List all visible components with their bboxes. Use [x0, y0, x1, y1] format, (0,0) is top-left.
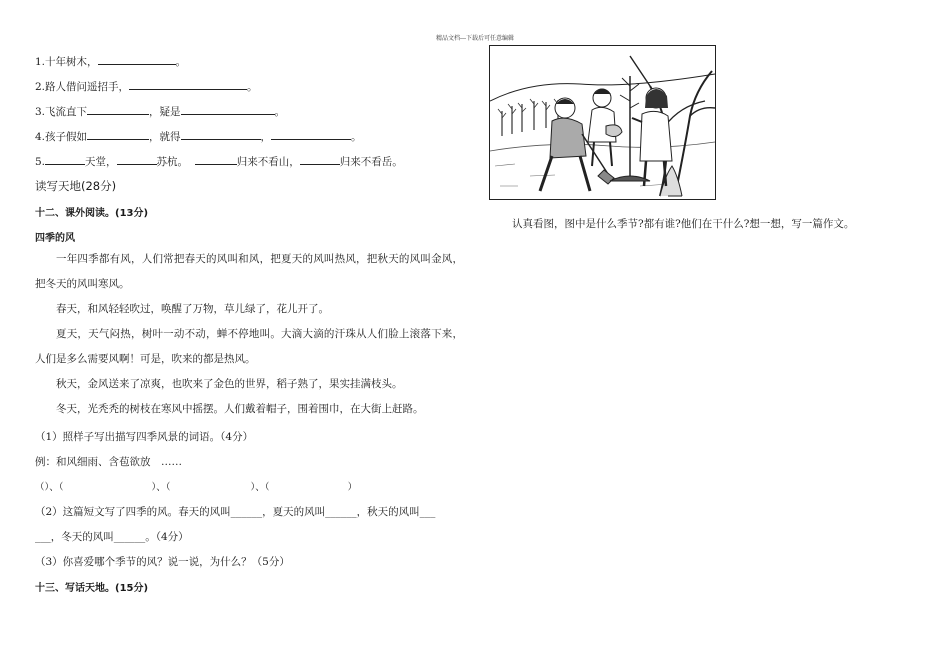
passage-paragraph-3: 夏天，天气闷热，树叶一动不动，蝉不停地叫。大滴大滴的汗珠从人们脸上滚落下来，人们是多么需要风啊！可是，吹来的都是热风。	[35, 328, 463, 365]
section-title: 读写天地(28分)	[35, 179, 117, 193]
question-2-line-1: （2）这篇短文写了四季的风。春天的风叫______，夏天的风叫______，秋天的风叫___	[35, 506, 436, 518]
blank[interactable]	[98, 54, 176, 65]
paren: ）、（	[44, 482, 64, 493]
fill-line-1	[35, 54, 186, 69]
fill-line-4-mid: ，就得	[149, 131, 181, 143]
fill-line-4-text: 4.孩子假如	[35, 131, 88, 143]
passage-paragraph-4: 秋天，金风送来了凉爽，也吹来了金色的世界，稻子熟了，果实挂满枝头。	[56, 378, 403, 390]
blank[interactable]	[117, 154, 157, 165]
question-2-line-2: ___，冬天的风叫______。（4分）	[35, 531, 189, 543]
fill-line-5-c: 苏杭。	[156, 156, 189, 168]
fill-line-3	[35, 104, 285, 119]
blank[interactable]	[181, 104, 275, 115]
q12-title: 十二、课外阅读。(13分)	[35, 208, 149, 219]
example-line: 例：和风细雨、含苞欲放 ……	[35, 456, 182, 468]
paren: ）、（	[151, 482, 171, 493]
page-header: 精品文档---下载后可任意编辑	[435, 35, 515, 42]
blank[interactable]	[271, 129, 351, 140]
fill-line-5-num: 5.	[35, 156, 46, 168]
paren: ）	[347, 482, 358, 493]
blank[interactable]	[300, 154, 340, 165]
question-1: （1）照样子写出描写四季风景的词语。（4分）	[35, 431, 254, 443]
fill-line-5-b: 天堂，	[85, 156, 117, 168]
fill-line-1-text: 1.十年树木，	[35, 56, 98, 68]
fill-line-4-comma: ，	[260, 131, 272, 143]
fill-line-1-end: 。	[175, 56, 187, 68]
illustration-svg	[490, 46, 715, 199]
fill-line-3-end: 。	[274, 106, 286, 118]
question-3: （3）你喜爱哪个季节的风？说一说，为什么？（5分）	[35, 556, 290, 568]
blank[interactable]	[45, 154, 85, 165]
paren: （	[35, 482, 45, 493]
fill-line-2-end: 。	[247, 81, 258, 93]
fill-line-4	[35, 129, 362, 144]
blank[interactable]	[87, 129, 149, 140]
passage-paragraph-5: 冬天，光秃秃的树枝在寒风中摇摆。人们戴着帽子，围着围巾，在大街上赶路。	[56, 403, 424, 415]
q1-answer-blanks	[35, 479, 357, 493]
blank[interactable]	[87, 104, 149, 115]
fill-line-5-e: 归来不看岳。	[339, 156, 403, 168]
fill-line-3-text: 3.飞流直下	[35, 106, 88, 118]
fill-line-4-end: 。	[351, 131, 362, 143]
q13-title: 十三、写话天地。(15分)	[35, 583, 149, 594]
children-planting-tree-illustration	[489, 45, 716, 200]
fill-line-2	[35, 79, 258, 94]
fill-line-2-text: 2.路人借问遥招手，	[35, 81, 130, 93]
passage-paragraph-2: 春天，和风轻轻吹过，唤醒了万物，草儿绿了，花儿开了。	[56, 303, 329, 315]
passage-title: 四季的风	[35, 233, 75, 244]
blank[interactable]	[195, 154, 237, 165]
fill-line-5-d: 归来不看山，	[236, 156, 300, 168]
fill-line-3-mid: ，疑是	[149, 106, 181, 118]
passage-paragraph-1: 一年四季都有风，人们常把春天的风叫和风，把夏天的风叫热风，把秋天的风叫金风，把冬天的风叫寒风。	[35, 253, 463, 290]
fill-line-5	[35, 154, 403, 169]
blank[interactable]	[181, 129, 261, 140]
blank[interactable]	[129, 79, 247, 90]
paren: ）、（	[250, 482, 270, 493]
picture-writing-prompt: 认真看图，图中是什么季节?都有谁?他们在干什么?想一想，写一篇作文。	[512, 218, 855, 230]
